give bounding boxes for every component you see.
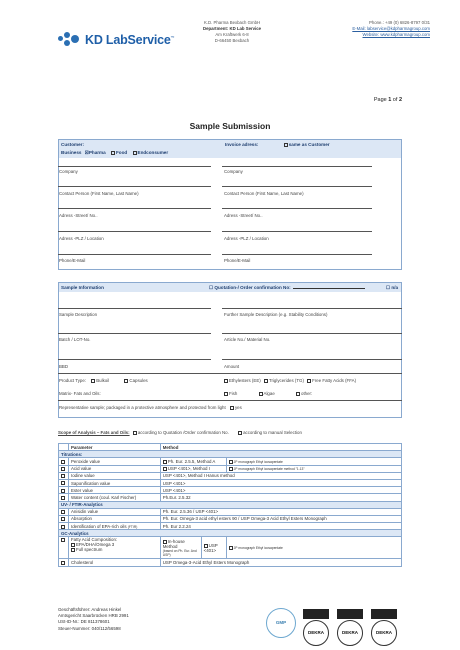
dekra-seal-icon: DEKRA	[303, 620, 329, 646]
product-form-row: Ethylesters (EE) Triglycerides (TG) Free Fatty Acids (FFA)	[224, 378, 356, 383]
gmp-seal-icon: GMP	[266, 608, 296, 638]
peroxide-ph-eur-checkbox[interactable]	[163, 460, 167, 464]
capsules-checkbox[interactable]	[124, 379, 128, 383]
same-as-customer-checkbox[interactable]	[284, 143, 288, 147]
table-row: Iodine value USP <401>, Method I Hanus method	[59, 472, 402, 479]
logo-dots-icon	[58, 30, 80, 50]
other-checkbox[interactable]	[296, 392, 300, 396]
website-link[interactable]: Website: www.kdpharmagroup.com	[362, 32, 430, 37]
section-titrations: Titrations:	[59, 451, 402, 458]
fatty-acid-checkbox[interactable]	[61, 538, 65, 542]
sample-info-label: Sample Information	[61, 285, 104, 290]
table-row: Peroxide value Ph. Eur. 2.5.5, Method A JP monograph Ethyl icosapentate	[59, 458, 402, 465]
acid-usp-checkbox[interactable]	[163, 467, 167, 471]
table-row: Fatty Acid Composition: EPA/DHA/Omega 3 Full spectrum In-house Method (based on Ph. Eur. And USP) USP <401> JP monograph Ethyl icosapentate	[59, 537, 402, 559]
anisidin-checkbox[interactable]	[61, 510, 65, 514]
fatty-jp-checkbox[interactable]	[229, 546, 233, 550]
acid-jp-checkbox[interactable]	[229, 467, 233, 471]
scope-row: Scope of Analysis – Fats and Oils: according to Quotation /Order confirmation No. according to manual Selection	[58, 430, 302, 435]
street-field[interactable]: Adress -Street/ No..	[59, 213, 98, 218]
company-logo	[58, 30, 174, 50]
email-link[interactable]: E-Mail: labservice@kdpharmagroup.com	[352, 26, 430, 31]
triglycerides-checkbox[interactable]	[264, 379, 268, 383]
section-uv-ftir: UV- / FTIR-Analytics	[59, 501, 402, 508]
representative-row: Representative sample; packaged in a protective atmosphere and protected from light yes	[59, 405, 242, 410]
water-checkbox[interactable]	[61, 496, 65, 500]
product-type-row: Product Type: Bulkoil Capsules	[59, 378, 148, 383]
further-description-field[interactable]: Further Sample Description (e.g. Stability Conditions)	[224, 312, 328, 317]
invoice-location-field[interactable]: Adress -PLZ / Location	[224, 236, 269, 241]
dekra-seal-icon: DEKRA	[371, 620, 397, 646]
fish-checkbox[interactable]	[224, 392, 228, 396]
table-row: Water content (coul. Karl Fischer) Ph.Eur. 2.5.32	[59, 494, 402, 501]
article-no-field[interactable]: Article No./ Material No.	[224, 337, 271, 342]
iodine-checkbox[interactable]	[61, 474, 65, 478]
contact-person-field[interactable]: Contact Person (First Name, Last Name)	[59, 191, 139, 196]
business-type: Business ☒Pharma Food Endconsumer	[61, 150, 169, 155]
sample-description-field[interactable]: Sample Description	[59, 312, 98, 317]
page-number: Page 1 of 2	[373, 97, 402, 103]
na-checkbox[interactable]: ☐ n/a	[386, 285, 399, 290]
peroxide-jp-checkbox[interactable]	[229, 460, 233, 464]
company-contact: Phone.: +49 (0) 6826-8797 0/31 E-Mail: labservice@kdpharmagroup.com Website: www.kdpharmagroup.com	[352, 20, 430, 37]
footer-legal: Geschäftsführer: Andreas Hinkel Amtsgericht Saarbrücken HRB 2991 USt-ID-Nr.: DE 811378601 Steuer-Nummer: 040/112/56598	[58, 607, 129, 631]
customer-section	[58, 139, 402, 270]
section-gc: GC-Analytics	[59, 530, 402, 537]
scope-manual-checkbox[interactable]	[238, 431, 242, 435]
quotation-checkbox[interactable]: ☐ Quotation-/ Order confirmation No:	[209, 285, 365, 291]
table-row: Acid value USP <401>, Method I JP monograph Ethyl icosapentate method "1.13"	[59, 465, 402, 472]
ester-checkbox[interactable]	[61, 489, 65, 493]
table-row: Ester value USP <401>	[59, 487, 402, 494]
table-row: Identification of EPA-rich oils (FTIR) Ph. Eur 2.2.24	[59, 523, 402, 530]
dekra-seal-icon: DEKRA	[337, 620, 363, 646]
food-checkbox[interactable]	[111, 151, 115, 155]
pharma-checkbox[interactable]: ☒	[84, 150, 89, 155]
scope-quotation-checkbox[interactable]	[133, 431, 137, 435]
cholesterol-checkbox[interactable]	[61, 561, 65, 565]
matrix-row: Fish Algae other:	[224, 391, 312, 396]
invoice-phone-email-field[interactable]: Phone/E-Mail	[224, 258, 251, 263]
location-field[interactable]: Adress -PLZ / Location	[59, 236, 104, 241]
company-address: K.D. Pharma Bexbach GmbH Department: KD Lab Service Am Kraftwerk 6-8 D-66450 Bexbach	[202, 20, 262, 43]
table-row: Cholesterol USP Omega-3-Acid Ethyl Esters Monograph	[59, 559, 402, 566]
peroxide-checkbox[interactable]	[61, 460, 65, 464]
full-spectrum-checkbox[interactable]	[71, 548, 75, 552]
table-row: Absorption Ph. Eur. Omega-3 acid ethyl esters 90 / USP Omega-3 Acid Ethyl Esters Monograph	[59, 515, 402, 522]
epa-identification-checkbox[interactable]	[61, 525, 65, 529]
invoice-street-field[interactable]: Adress -Street/ No..	[224, 213, 263, 218]
invoice-contact-person-field[interactable]: Contact Person (First Name, Last Name)	[224, 191, 304, 196]
sample-section	[58, 282, 402, 418]
saponification-checkbox[interactable]	[61, 481, 65, 485]
bulkoil-checkbox[interactable]	[91, 379, 95, 383]
phone-email-field[interactable]: Phone/E-Mail	[59, 258, 86, 263]
batch-lot-field[interactable]: Batch / LOT-No.	[59, 337, 91, 342]
table-header-row: Parameter Method	[59, 444, 402, 451]
bbd-field[interactable]: BBD	[59, 364, 69, 369]
absorption-checkbox[interactable]	[61, 517, 65, 521]
company-field[interactable]: Company	[59, 169, 78, 174]
acid-checkbox[interactable]	[61, 467, 65, 471]
representative-yes-checkbox[interactable]	[230, 406, 234, 410]
page-title: Sample Submission	[189, 121, 271, 131]
ethylesters-checkbox[interactable]	[224, 379, 228, 383]
matrix-label: Matrix- Fats and Oils:	[59, 391, 101, 396]
invoice-label: Invoice adress: same as Customer	[225, 142, 330, 147]
algae-checkbox[interactable]	[259, 392, 263, 396]
endconsumer-checkbox[interactable]	[133, 151, 137, 155]
ffa-checkbox[interactable]	[307, 379, 311, 383]
table-row: Anisidin value Ph. Eur. 2.5.36 / USP <401>	[59, 508, 402, 515]
cert-tags	[303, 609, 397, 619]
brand-name: KD LabService™	[85, 33, 175, 47]
analysis-table	[58, 443, 402, 567]
invoice-company-field[interactable]: Company	[224, 169, 243, 174]
table-row: Saponification value USP <401>	[59, 479, 402, 486]
amount-field[interactable]: Amount	[224, 364, 240, 369]
customer-label: Customer:	[61, 142, 84, 147]
